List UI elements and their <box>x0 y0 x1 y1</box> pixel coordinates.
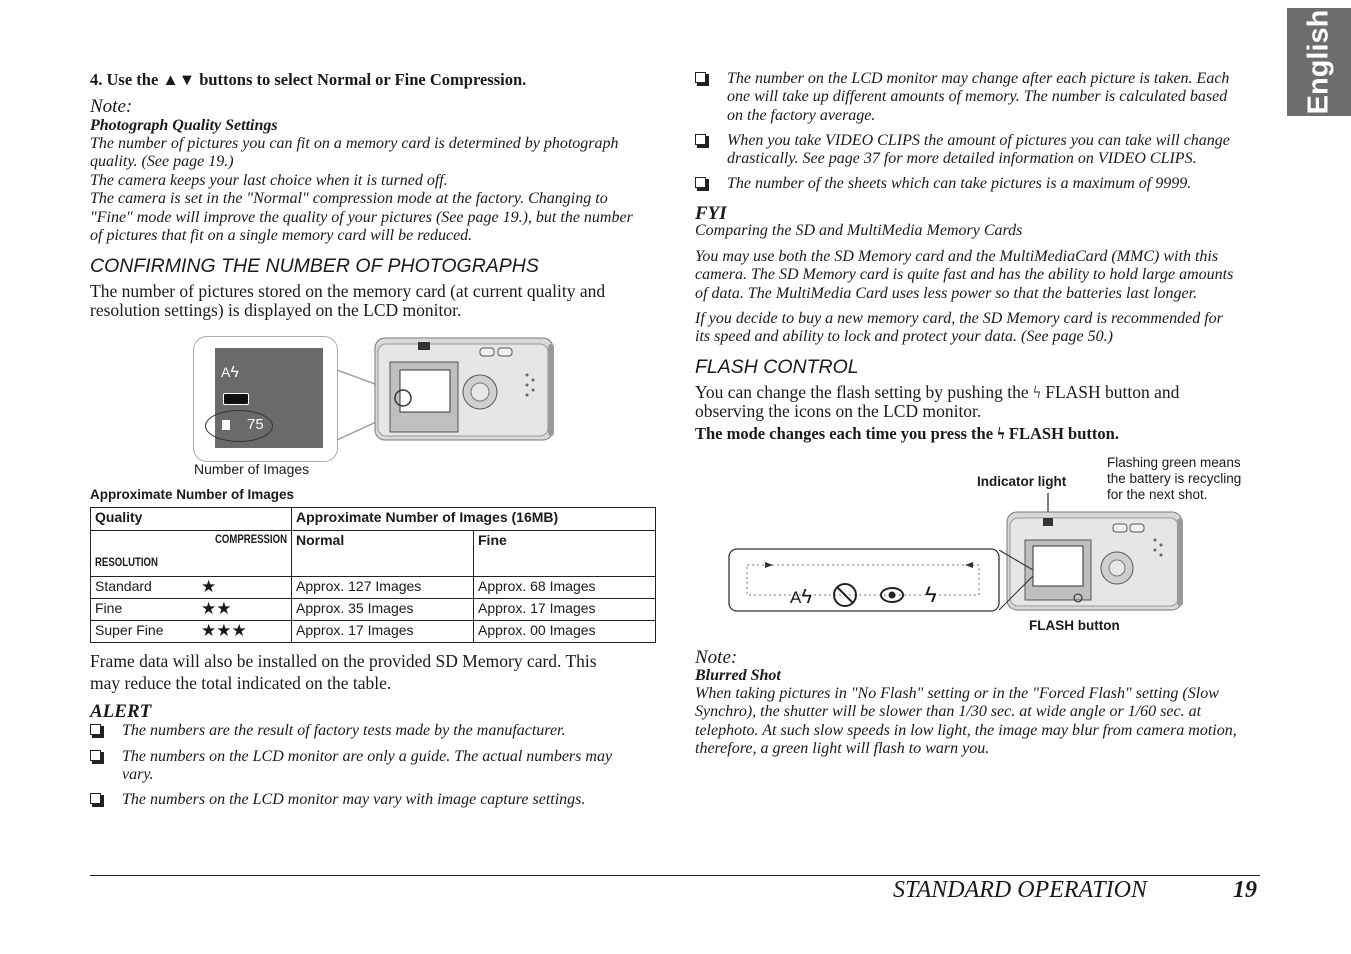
bullet-line: The number of the sheets which can take pictures is a maximum of 9999. <box>727 175 1192 192</box>
bullet-line: on the factory average. <box>727 106 876 124</box>
header-compression-resolution <box>91 531 292 577</box>
table-row <box>91 577 656 599</box>
body-line: observing the icons on the LCD monitor. <box>695 400 982 421</box>
fyi-paragraph-2 <box>695 310 1270 347</box>
row-name: Fine <box>95 600 123 616</box>
note-body <box>90 135 660 245</box>
fyi-paragraph-1 <box>695 248 1270 303</box>
cell-fine: Approx. 68 Images <box>474 577 656 599</box>
alert-line: The numbers are the result of factory tests made by the manufacturer. <box>122 722 566 739</box>
flashing-note-line: Flashing green means <box>1107 455 1241 470</box>
alert-line: The numbers on the LCD monitor may vary with image capture settings. <box>122 791 586 808</box>
note-subheading: Blurred Shot <box>695 667 781 684</box>
indicator-light-label: Indicator light <box>977 474 1067 489</box>
row-name: Standard <box>95 578 152 594</box>
flashing-note-line: the battery is recycling <box>1107 471 1242 486</box>
compression-label: COMPRESSION <box>214 532 287 546</box>
body-line: resolution settings) is displayed on the LCD monitor. <box>90 299 462 320</box>
figure-caption: Number of Images <box>194 461 310 477</box>
footer-section: STANDARD OPERATION <box>893 877 1147 903</box>
cell-normal: Approx. 35 Images <box>292 599 474 621</box>
step-4: 4. Use the ▲▼ buttons to select Normal or Fine Compression. <box>90 70 527 89</box>
star-rating: ★★★ <box>201 621 247 640</box>
body-line: The number of pictures stored on the memory card (at current quality and <box>90 281 606 301</box>
alert-line: vary. <box>122 766 154 784</box>
flash-auto-icon: Aϟ <box>221 364 239 381</box>
flash-button-label: FLASH button <box>1029 618 1120 633</box>
bullet-line: drastically. See page 37 for more detailed information on VIDEO CLIPS. <box>727 150 1197 168</box>
note-line: telephoto. At such slow speeds in low light, the image may blur from camera motion, <box>695 721 1237 739</box>
flash-forced-icon: ϟ <box>925 582 937 607</box>
note-heading: Note: <box>90 96 133 117</box>
star-rating: ★★ <box>201 599 232 618</box>
note-heading: Note: <box>695 647 738 668</box>
image-count: 75 <box>247 416 264 433</box>
alert-line: The numbers on the LCD monitor are only a guide. The actual numbers may <box>122 748 613 765</box>
language-tab <box>1287 8 1351 116</box>
frame-data-text <box>90 650 597 694</box>
row-name: Super Fine <box>95 622 164 638</box>
table-row <box>91 621 656 643</box>
fyi-line: its speed and ability to lock and protect your data. (See page 50.) <box>695 328 1113 346</box>
checkbox-bullet-icon <box>90 793 101 804</box>
bullet-line: The number on the LCD monitor may change after each picture is taken. Each <box>727 70 1230 87</box>
flash-mode-instruction: The mode changes each time you press the ϟ FLASH button. <box>695 424 1119 443</box>
checkbox-bullet-icon <box>90 724 101 735</box>
battery-icon <box>223 393 249 405</box>
resolution-label: RESOLUTION <box>95 555 158 569</box>
checkbox-bullet-icon <box>695 72 706 83</box>
cell-fine: Approx. 00 Images <box>474 621 656 643</box>
header-quality: Quality <box>91 508 292 531</box>
checkbox-bullet-icon <box>695 177 706 188</box>
image-count-table <box>90 507 656 643</box>
section-heading-flash: FLASH CONTROL <box>695 356 859 378</box>
cell-normal: Approx. 17 Images <box>292 621 474 643</box>
note-subheading: Photograph Quality Settings <box>90 117 278 134</box>
alert-heading: ALERT <box>90 701 152 722</box>
footer-rule <box>90 875 1260 876</box>
flash-body <box>695 383 1179 420</box>
page-number: 19 <box>1233 877 1257 903</box>
cell-normal: Approx. 127 Images <box>292 577 474 599</box>
note-line: therefore, a green light will flash to warn you. <box>695 740 990 758</box>
flash-auto-icon: Aϟ <box>790 586 812 608</box>
note-line: The number of pictures you can fit on a memory card is determined by photograph <box>90 135 619 152</box>
fyi-line: You may use both the SD Memory card and the MultiMediaCard (MMC) with this <box>695 248 1219 265</box>
body-line: You can change the flash setting by pushing the ϟ FLASH button and <box>695 382 1180 402</box>
fyi-line: camera. The SD Memory card is quite fast and has the ability to hold large amounts <box>695 266 1234 284</box>
section-heading-confirming: CONFIRMING THE NUMBER OF PHOTOGRAPHS <box>90 255 539 277</box>
fyi-heading: FYI <box>695 203 727 224</box>
bullet-line: When you take VIDEO CLIPS the amount of pictures you can take will change <box>727 132 1230 149</box>
header-approx: Approximate Number of Images (16MB) <box>292 508 656 531</box>
count-highlight-ellipse <box>205 410 273 442</box>
note-line: "Fine" mode will improve the quality of your pictures (See page 19.), but the number <box>90 208 633 226</box>
header-normal: Normal <box>292 531 474 577</box>
cell-fine: Approx. 17 Images <box>474 599 656 621</box>
bullet-line: one will take up different amounts of memory. The number is calculated based <box>727 88 1228 106</box>
table-row <box>91 599 656 621</box>
note-line: Synchro), the shutter will be slower than 1/30 sec. at wide angle or 1/60 sec. at <box>695 703 1202 721</box>
note-line: The camera is set in the "Normal" compression mode at the factory. Changing to <box>90 190 608 208</box>
body-line: Frame data will also be installed on the provided SD Memory card. This <box>90 651 597 671</box>
note-line: quality. (See page 19.) <box>90 153 234 171</box>
table-title: Approximate Number of Images <box>90 487 295 502</box>
checkbox-bullet-icon <box>90 750 101 761</box>
fyi-line: of data. The MultiMedia Card uses less power so that the batteries last longer. <box>695 284 1198 302</box>
fyi-line: If you decide to buy a new memory card, the SD Memory card is recommended for <box>695 310 1223 327</box>
flashing-note-line: for the next shot. <box>1107 487 1208 502</box>
checkbox-bullet-icon <box>695 134 706 145</box>
camera-back-illustration <box>330 330 560 445</box>
note-line: of pictures that fit on a single memory card will be reduced. <box>90 227 473 245</box>
blurred-shot-note <box>695 685 1270 759</box>
section-body <box>90 282 605 319</box>
language-tab-label: English <box>1302 9 1335 115</box>
star-rating: ★ <box>201 577 217 596</box>
header-fine: Fine <box>474 531 656 577</box>
note-line: The camera keeps your last choice when it is turned off. <box>90 171 448 189</box>
body-line: may reduce the total indicated on the table. <box>90 673 392 693</box>
note-line: When taking pictures in "No Flash" setting or in the "Forced Flash" setting (Slow <box>695 685 1219 702</box>
fyi-subheading: Comparing the SD and MultiMedia Memory Cards <box>695 222 1023 239</box>
